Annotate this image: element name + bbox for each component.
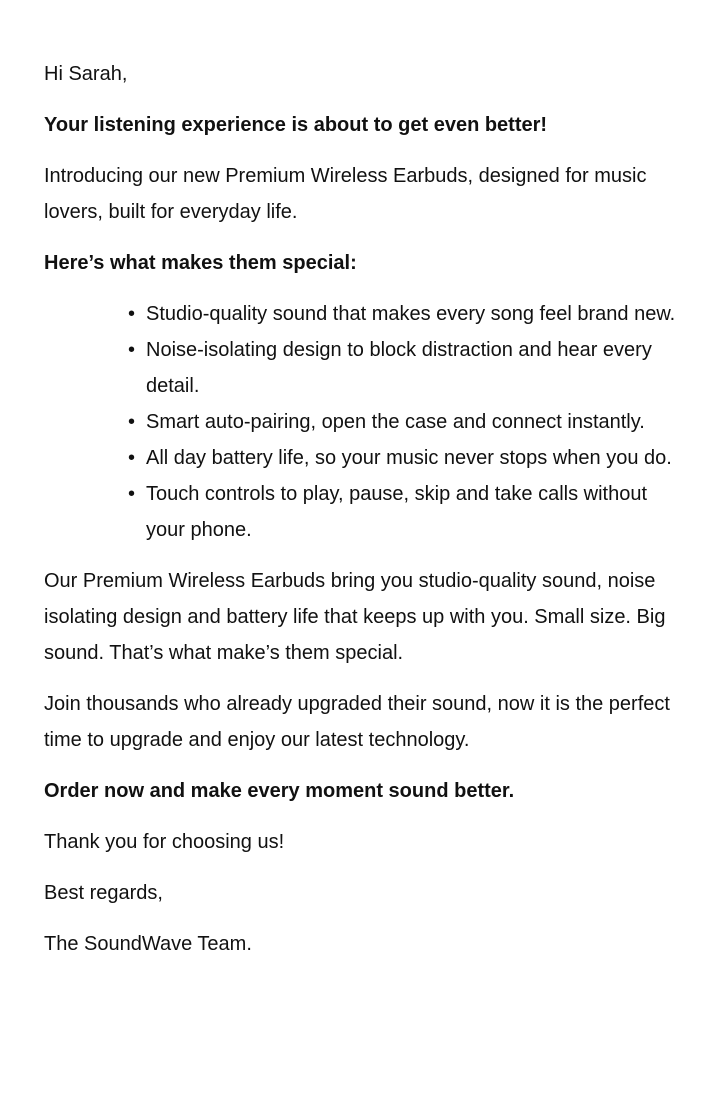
call-to-action: Order now and make every moment sound better. [44, 780, 515, 802]
email-body [44, 56, 694, 962]
list-item [126, 296, 688, 332]
feature-text: Touch controls to play, pause, skip and take calls without your phone. [146, 483, 648, 541]
bullet-icon: • [128, 339, 136, 361]
feature-text: All day battery life, so your music never stops when you do. [146, 447, 672, 469]
feature-list [44, 296, 688, 548]
signature: The SoundWave Team. [44, 933, 252, 955]
features-heading: Here’s what makes them special: [44, 252, 357, 274]
headline: Your listening experience is about to get even better! [44, 114, 548, 136]
summary-paragraph: Our Premium Wireless Earbuds bring you studio-quality sound, noise isolating design and battery life that keeps up with you. Small size. Big sound. That’s what make’s them special. [44, 570, 666, 664]
feature-text: Studio-quality sound that makes every song feel brand new. [146, 303, 676, 325]
feature-text: Noise-isolating design to block distraction and hear every detail. [146, 339, 652, 397]
closing-line: Best regards, [44, 882, 163, 904]
thanks-line: Thank you for choosing us! [44, 831, 285, 853]
list-item [126, 332, 688, 404]
bullet-icon: • [128, 303, 136, 325]
bullet-icon: • [128, 483, 136, 505]
greeting: Hi Sarah, [44, 63, 128, 85]
list-item [126, 440, 688, 476]
feature-text: Smart auto-pairing, open the case and connect instantly. [146, 411, 645, 433]
join-paragraph: Join thousands who already upgraded their sound, now it is the perfect time to upgrade and enjoy our latest technology. [44, 693, 670, 751]
list-item [126, 476, 688, 548]
intro-paragraph: Introducing our new Premium Wireless Earbuds, designed for music lovers, built for everyday life. [44, 165, 647, 223]
bullet-icon: • [128, 411, 136, 433]
bullet-icon: • [128, 447, 136, 469]
list-item [126, 404, 688, 440]
